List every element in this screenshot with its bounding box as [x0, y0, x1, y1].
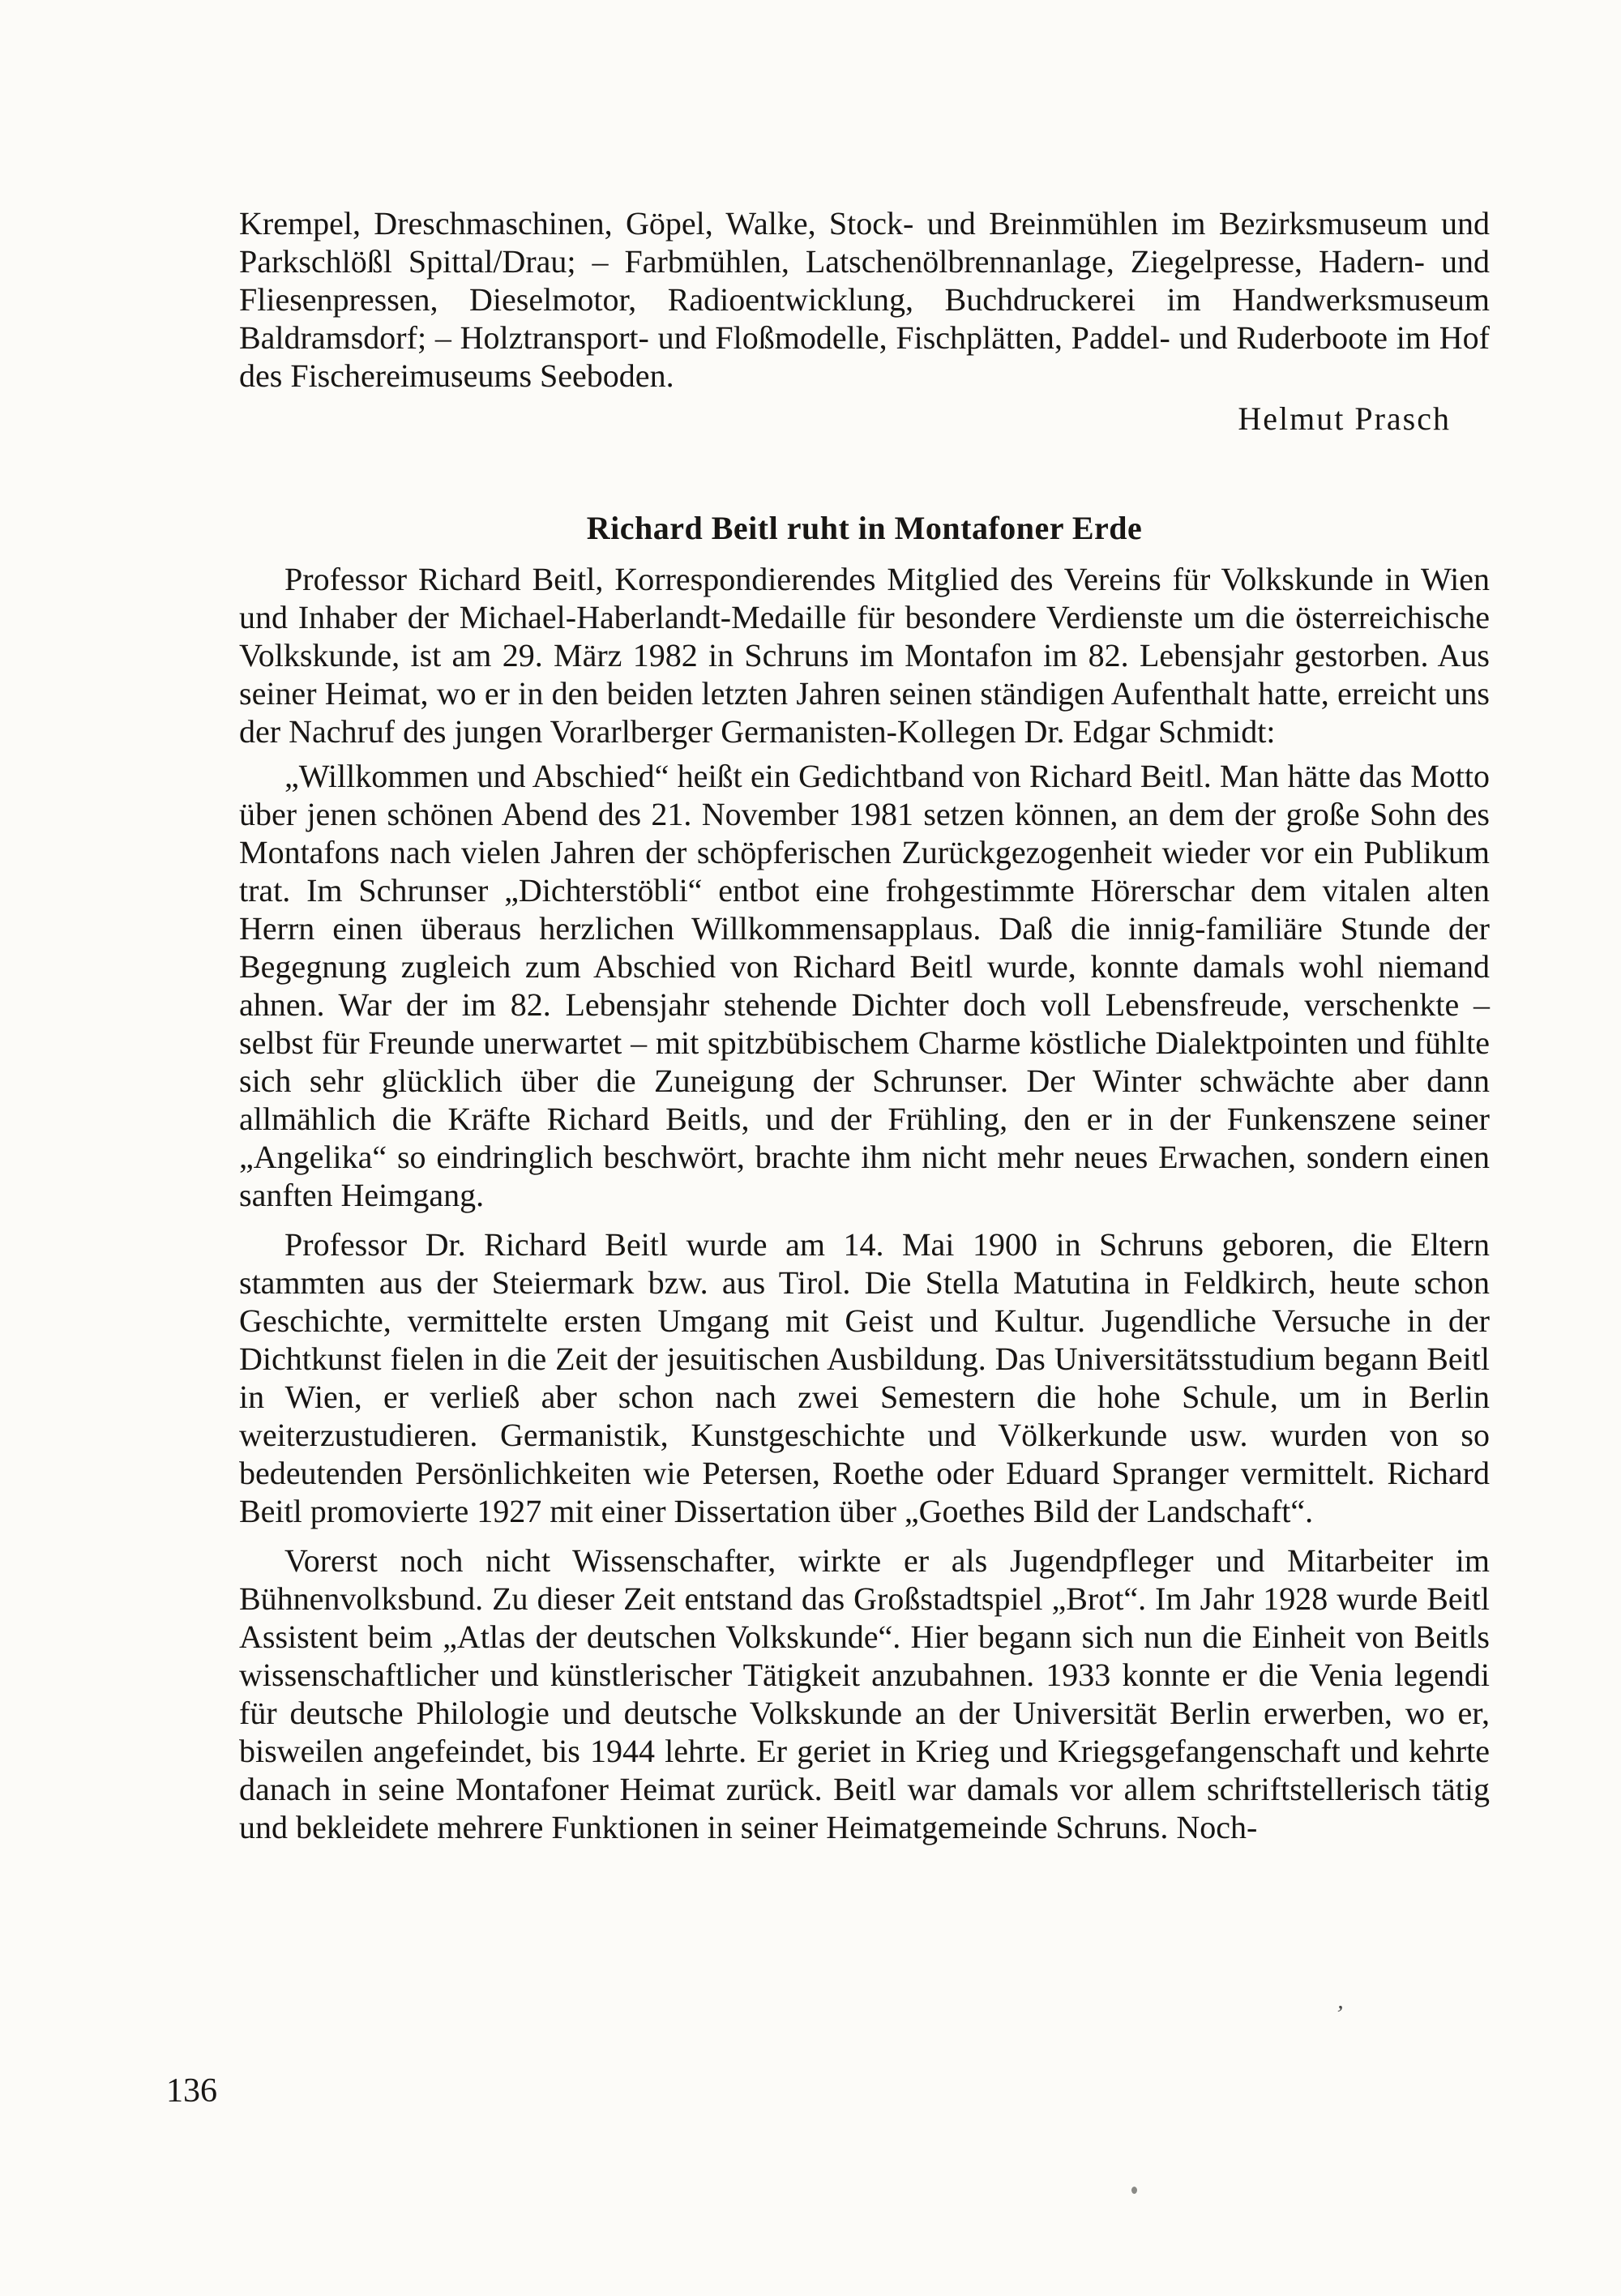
- obituary-paragraph-3: Professor Dr. Richard Beitl wurde am 14. Mai 1900 in Schruns geboren, die Eltern stammten aus der Steiermark bzw. aus Tirol. Die Stella Matutina in Feldkirch, heute schon Geschichte, vermittelte ersten Umgang mit Geist und Kultur. Jugendliche Versuche in der Dichtkunst fielen in die Zeit der jesuitischen Ausbildung. Das Universitätsstudium begann Beitl in Wien, er verließ aber schon nach zwei Semestern die hohe Schule, um in Berlin weiterzustudieren. Germanistik, Kunstgeschichte und Völkerkunde usw. wurden von so bedeutenden Persönlichkeiten wie Petersen, Roethe oder Eduard Spranger vermittelt. Richard Beitl promovierte 1927 mit einer Dissertation über „Goethes Bild der Landschaft“.: [239, 1226, 1490, 1529]
- closing-paragraph-museum-list: Krempel, Dreschmaschinen, Göpel, Walke, Stock- und Breinmühlen im Bezirksmuseum und Parkschlößl Spittal/Drau; – Farbmühlen, Latschenölbrennanlage, Ziegelpresse, Hadern- und Fliesenpressen, Dieselmotor, Radioentwicklung, Buchdruckerei im Handwerksmuseum Baldramsdorf; – Holztransport- und Floßmodelle, Fischplätten, Paddel- und Ruderboote im Hof des Fischereimuseums Seeboden.: [239, 205, 1490, 394]
- scan-artifact-mark: ‚: [1335, 1986, 1348, 2015]
- page-number: 136: [166, 2072, 217, 2110]
- obituary-paragraph-4: Vorerst noch nicht Wissenschafter, wirkte er als Jugendpfleger und Mitarbeiter im Bühnenvolksbund. Zu dieser Zeit entstand das Großstadtspiel „Brot“. Im Jahr 1928 wurde Beitl Assistent beim „Atlas der deutschen Volkskunde“. Hier begann sich nun die Einheit von Beitls wissenschaftlicher und künstlerischer Tätigkeit anzubahnen. 1933 konnte er die Venia legendi für deutsche Philologie und deutsche Volkskunde an der Universität Berlin erwerben, wo er, bisweilen angefeindet, bis 1944 lehrte. Er geriet in Krieg und Kriegsgefangenschaft und kehrte danach in seine Montafoner Heimat zurück. Beitl war damals vor allem schriftstellerisch tätig und bekleidete mehrere Funktionen in seiner Heimatgemeinde Schruns. Noch-: [239, 1542, 1490, 1845]
- author-attribution: Helmut Prasch: [1238, 400, 1451, 437]
- scan-artifact-dot: [1131, 2187, 1137, 2194]
- obituary-paragraph-2: „Willkommen und Abschied“ heißt ein Gedichtband von Richard Beitl. Man hätte das Motto über jenen schönen Abend des 21. November 1981 setzen können, an dem der große Sohn des Montafons nach vielen Jahren der schöpferischen Zurückgezogenheit wieder vor ein Publikum trat. Im Schrunser „Dichterstöbli“ entbot eine frohgestimmte Hörerschar dem vitalen alten Herrn einen überaus herzlichen Willkommensapplaus. Daß die innig-familiäre Stunde der Begegnung zugleich zum Abschied von Richard Beitl wurde, konnte damals wohl niemand ahnen. War der im 82. Lebensjahr stehende Dichter doch voll Lebensfreude, verschenkte – selbst für Freunde unerwartet – mit spitzbübischem Charme köstliche Dialektpointen und fühlte sich sehr glücklich über die Zuneigung der Schrunser. Der Winter schwächte aber dann allmählich die Kräfte Richard Beitls, und der Frühling, den er in der Funkenszene seiner „Angelika“ so eindringlich beschwört, brachte ihm nicht mehr neues Erwachen, sondern einen sanften Heimgang.: [239, 758, 1490, 1213]
- obituary-paragraph-1: Professor Richard Beitl, Korrespondierendes Mitglied des Vereins für Volkskunde in Wien und Inhaber der Michael-Haberlandt-Medaille für besondere Verdienste um die österreichische Volkskunde, ist am 29. März 1982 in Schruns im Montafon im 82. Lebensjahr gestorben. Aus seiner Heimat, wo er in den beiden letzten Jahren seinen ständigen Aufenthalt hatte, erreicht uns der Nachruf des jungen Vorarlberger Germanisten-Kollegen Dr. Edgar Schmidt:: [239, 561, 1490, 750]
- article-title: Richard Beitl ruht in Montafoner Erde: [586, 510, 1143, 546]
- text-block: [239, 204, 1490, 1846]
